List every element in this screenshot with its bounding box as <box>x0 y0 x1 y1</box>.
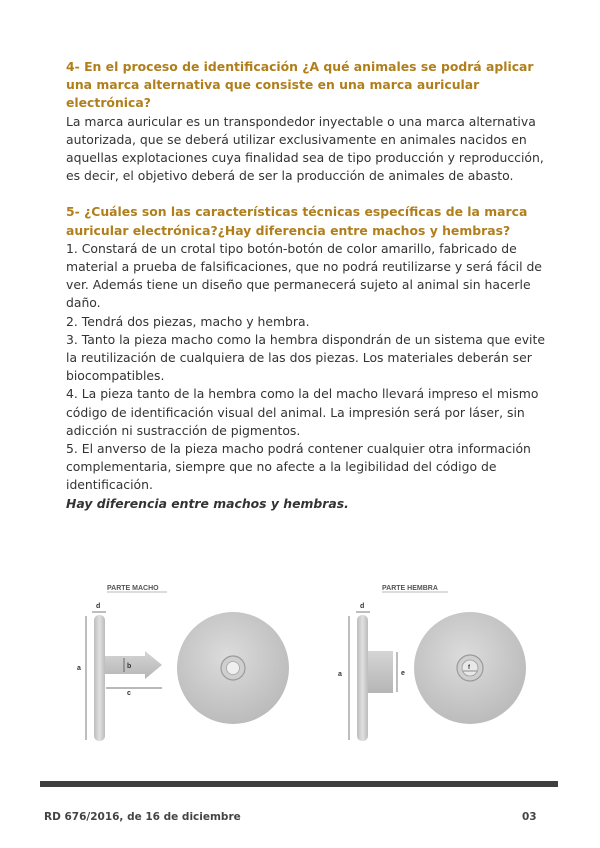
footer-divider <box>40 781 558 787</box>
dim-d-label-female: d <box>360 603 365 610</box>
question-4-title: 4- En el proceso de identificación ¿A qué animales se podrá aplicar una marca alternativa que consiste en una marca auricular electrónica? <box>66 59 534 111</box>
dim-d-label-male: d <box>96 603 101 610</box>
female-socket <box>368 651 393 693</box>
list-item: 3. Tanto la pieza macho como la hembra dispondrán de un sistema que evite la reutilización de cualquiera de las dos piezas. Los materiales deberán ser biocompatibles. <box>66 331 545 384</box>
list-item: 4. La pieza tanto de la hembra como la del macho llevará impreso el mismo código de identificación visual del animal. La impresión será por láser, sin adicción ni sustracción de pigmentos. <box>66 386 539 438</box>
dim-c-label: c <box>127 690 131 697</box>
female-center <box>462 660 478 676</box>
page-number: 03 <box>522 811 537 823</box>
question-5-title: 5- ¿Cuáles son las características técnicas específicas de la marca auricular electrónica?¿Hay diferencia entre machos y hembras? <box>66 204 528 238</box>
main-text <box>66 58 546 513</box>
list-item: 1. Constará de un crotal tipo botón-botón de color amarillo, fabricado de material a prueba de falsificaciones, que no podrá reutilizarse y será fácil de ver. Además tiene un diseño que permanecerá sujeto al animal sin hacerle daño. <box>66 240 542 311</box>
question-4-answer: La marca auricular es un transpondedor inyectable o una marca alternativa autorizada, que se deberá utilizar exclusivamente en animales nacidos en aquellas explotaciones cuya finalidad sea de tipo producción y reproducción, es decir, el objetivo deberá de ser la producción de animales de abasto. <box>66 113 544 184</box>
dim-a-label-female: a <box>338 671 342 678</box>
list-item: 2. Tendrá dos piezas, macho y hembra. <box>66 313 310 329</box>
dim-f-label: f <box>468 665 470 671</box>
female-part-label: PARTE HEMBRA <box>382 585 438 592</box>
dim-b-label: b <box>127 663 132 670</box>
question-5-conclusion: Hay diferencia entre machos y hembras. <box>66 495 349 511</box>
female-flange <box>357 615 368 741</box>
list-item: 5. El anverso de la pieza macho podrá contener cualquier otra información complementaria, siempre que no afecte a la legibilidad del código de identificación. <box>66 441 531 493</box>
spacer <box>66 185 546 203</box>
dim-a-label: a <box>77 665 81 672</box>
ear-tag-diagram <box>70 578 540 748</box>
male-flange <box>94 615 105 741</box>
male-stem-arrow <box>105 651 162 679</box>
male-center-hole <box>227 662 240 675</box>
dim-e-label: e <box>401 670 405 677</box>
footer-reference: RD 676/2016, de 16 de diciembre <box>44 811 241 823</box>
male-part-label: PARTE MACHO <box>107 585 159 592</box>
